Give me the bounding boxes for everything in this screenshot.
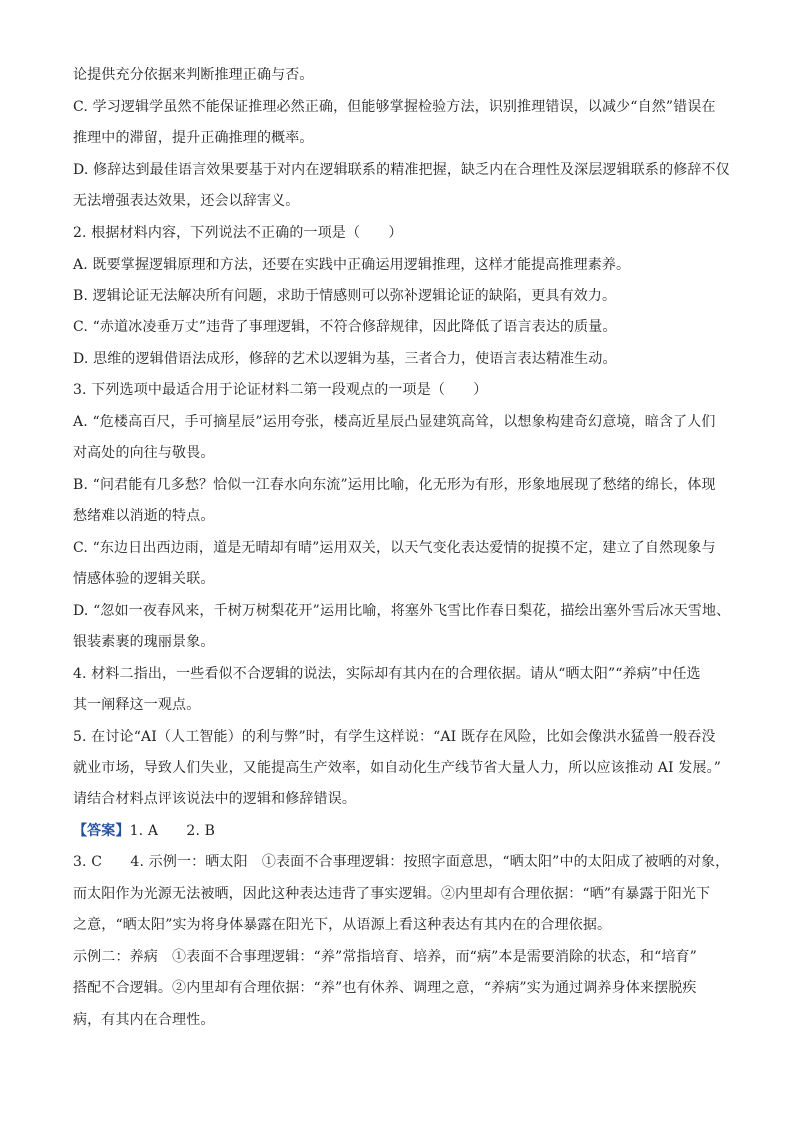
question-2-stem: 2. 根据材料内容，下列说法不正确的一项是（ ） — [73, 225, 403, 241]
question-2-option-c: C. “赤道冰凌垂万丈”违背了事理逻辑，不符合修辞规律，因此降低了语言表达的质量。 — [73, 319, 617, 335]
question-4-stem: 4. 材料二指出，一些看似不合逻辑的说法，实际却有其内在的合理依据。请从“晒太阳”“养病”中任选 — [73, 666, 701, 682]
text-line: 情感体验的逻辑关联。 — [73, 571, 215, 587]
question-2-option-d: D. 思维的逻辑借语法成形，修辞的艺术以逻辑为基，三者合力，使语言表达精准生动。 — [73, 351, 617, 367]
answer-text-line: 搭配不合逻辑。②内里却有合理依据：“养”也有休养、调理之意，“养病”实为通过调养身体来摆脱疾 — [73, 980, 697, 996]
text-line: 就业市场，导致人们失业，又能提高生产效率，如自动化生产线节省大量人力，所以应该推动 AI 发展。” — [73, 760, 722, 776]
answer-text-line: 之意，“晒太阳”实为将身体暴露在阳光下，从语源上看这种表达有其内在的合理依据。 — [73, 917, 612, 933]
answer-text-line: 3. C 4. 示例一：晒太阳 ①表面不合事理逻辑：按照字面意思，“晒太阳”中的太阳成了被晒的对象， — [73, 854, 730, 870]
text-line: 其一阐释这一观点。 — [73, 697, 201, 713]
question-3-option-d: D. “忽如一夜春风来，千树万树梨花开”运用比喻，将塞外飞雪比作春日梨花，描绘出塞外雪后冰天雪地、 — [73, 603, 731, 619]
text-line: 无法增强表达效果，还会以辞害义。 — [73, 193, 300, 209]
question-3-option-a: A. “危楼高百尺，手可摘星辰”运用夸张，楼高近星辰凸显建筑高耸，以想象构建奇幻意境，暗含了人们 — [73, 414, 716, 430]
text-line: 请结合材料点评该说法中的逻辑和修辞错误。 — [73, 791, 356, 807]
question-3-option-c: C. “东边日出西边雨，道是无晴却有晴”运用双关，以天气变化表达爱情的捉摸不定，建立了自然现象与 — [73, 540, 716, 556]
answer-text-line: 病，有其内在合理性。 — [73, 1012, 215, 1028]
question-3-option-b: B. “问君能有几多愁？恰似一江春水向东流”运用比喻，化无形为有形，形象地展现了愁绪的绵长，体现 — [73, 477, 716, 493]
text-line: 愁绪难以消逝的特点。 — [73, 508, 215, 524]
question-2-option-b: B. 逻辑论证无法解决所有问题，求助于情感则可以弥补逻辑论证的缺陷，更具有效力。 — [73, 288, 617, 304]
question-2-option-a: A. 既要掌握逻辑原理和方法，还要在实践中正确运用逻辑推理，这样才能提高推理素养。 — [73, 257, 631, 273]
text-line: 银装素裹的瑰丽景象。 — [73, 634, 215, 650]
text-line: 论提供充分依据来判断推理正确与否。 — [73, 67, 314, 83]
text-line: D. 修辞达到最佳语言效果要基于对内在逻辑联系的精准把握，缺乏内在合理性及深层逻辑联系的修辞不仅 — [73, 162, 730, 178]
text-line: 推理中的滞留，提升正确推理的概率。 — [73, 130, 314, 146]
question-3-stem: 3. 下列选项中最适合用于论证材料二第一段观点的一项是（ ） — [73, 382, 488, 398]
answer-line — [73, 822, 215, 840]
text-line: C. 学习逻辑学虽然不能保证推理必然正确，但能够掌握检验方法，识别推理错误，以减少“自然”错误在 — [73, 99, 716, 115]
answer-text: 1. A 2. B — [129, 823, 216, 839]
text-line: 对高处的向往与敬畏。 — [73, 445, 215, 461]
answer-text-line: 示例二：养病 ①表面不合事理逻辑：“养”常指培育、培养，而“病”本是需要消除的状态，和“培育” — [73, 949, 697, 965]
answer-label: 【答案】 — [73, 823, 130, 839]
answer-text-line: 而太阳作为光源无法被晒，因此这种表达违背了事实逻辑。②内里却有合理依据：“晒”有暴露于阳光下 — [73, 886, 711, 902]
question-5-stem: 5. 在讨论“AI（人工智能）的利与弊”时，有学生这样说：“AI 既存在风险，比如会像洪水猛兽一般吞没 — [73, 729, 716, 745]
